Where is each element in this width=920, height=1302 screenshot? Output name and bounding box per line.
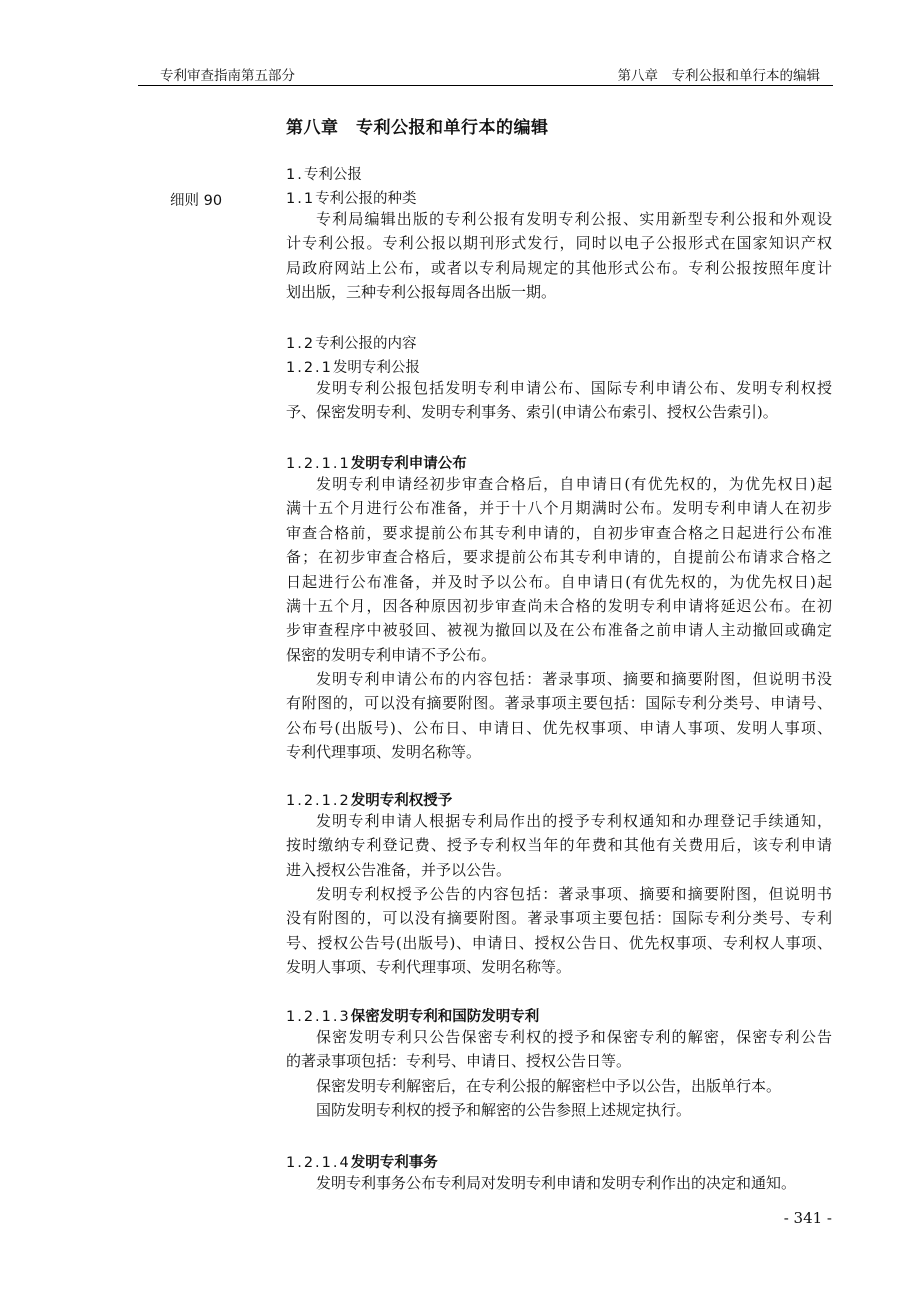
heading-text: 发明专利事务 — [350, 1155, 438, 1171]
text-line: 予、保密发明专利、发明专利事务、索引(申请公布索引、授权公告索引)。 — [286, 403, 778, 422]
heading-number: 1.2.1.1 — [286, 456, 351, 472]
heading-number: 1.2.1.4 — [286, 1155, 351, 1171]
heading-1-1 — [286, 187, 417, 208]
text-line: 的著录事项包括：专利号、申请日、授权公告日等。 — [286, 1052, 632, 1071]
heading-1-2-1-4 — [286, 1151, 438, 1172]
heading-text: 发明专利公报 — [332, 360, 420, 376]
text-line: 局政府网站上公布，或者以专利局规定的其他形式公布。专利公报按照年度计 — [286, 258, 832, 277]
text-line: 按时缴纳专利登记费、授予专利权当年的年费和其他有关费用后，该专利申请 — [286, 836, 832, 855]
text-line: 保密的发明专利申请不予公布。 — [286, 645, 497, 664]
heading-1-2-1-3 — [286, 1005, 539, 1026]
text-line: 备；在初步审查合格后，要求提前公布其专利申请的，自提前公布请求合格之 — [286, 548, 832, 567]
paragraph-1-2-1-4 — [286, 1171, 832, 1195]
heading-number: 1.2.1.3 — [286, 1009, 351, 1025]
text-line: 公布号(出版号)、公布日、申请日、优先权事项、申请人事项、发明人事项、 — [286, 718, 832, 737]
heading-number: 1.2.1 — [286, 360, 333, 376]
heading-1-2-1-1 — [286, 452, 467, 473]
text-line: 专利代理事项、发明名称等。 — [286, 743, 482, 762]
paragraph-1-2-1-2-a — [286, 809, 832, 882]
text-line: 满十五个月，因各种原因初步审查尚未合格的发明专利申请将延迟公布。在初 — [286, 596, 832, 615]
heading-1-2-1 — [286, 356, 420, 377]
heading-number: 1.2 — [286, 336, 316, 352]
running-header-left: 专利审查指南第五部分 — [160, 68, 295, 84]
text-line: 发明专利公报包括发明专利申请公布、国际专利申请公布、发明专利权授 — [316, 379, 832, 397]
paragraph-1-1 — [286, 207, 832, 305]
header-rule — [138, 85, 833, 86]
text-line: 发明专利申请经初步审查合格后，自申请日(有优先权的，为优先权日)起 — [316, 475, 832, 493]
heading-number: 1. — [286, 167, 304, 183]
text-line: 没有附图的，可以没有摘要附图。著录事项主要包括：国际专利分类号、专利 — [286, 909, 832, 928]
heading-text: 发明专利权授予 — [350, 793, 453, 809]
paragraph-1-2-1-1-b — [286, 667, 832, 765]
text-line: 发明专利申请公布的内容包括：著录事项、摘要和摘要附图，但说明书没 — [316, 670, 832, 688]
heading-text: 发明专利申请公布 — [350, 456, 467, 472]
paragraph-1-2-1-2-b — [286, 882, 832, 980]
text-line: 发明专利事务公布专利局对发明专利申请和发明专利作出的决定和通知。 — [316, 1174, 797, 1192]
text-line: 发明人事项、专利代理事项、发明名称等。 — [286, 958, 572, 977]
text-line: 日起进行公布准备，并及时予以公布。自申请日(有优先权的，为优先权日)起 — [286, 572, 832, 591]
paragraph-1-2-1-1-a — [286, 472, 832, 667]
running-header-right: 第八章 专利公报和单行本的编辑 — [617, 68, 820, 84]
heading-number: 1.1 — [286, 191, 316, 207]
heading-text: 专利公报的内容 — [315, 336, 417, 352]
text-line: 发明专利申请人根据专利局作出的授予专利权通知和办理登记手续通知， — [316, 812, 832, 830]
page-number: - 341 - — [783, 1209, 832, 1227]
text-line: 审查合格前，要求提前公布其专利申请的，自初步审查合格之日起进行公布准 — [286, 523, 832, 542]
heading-text: 专利公报 — [303, 167, 362, 183]
margin-note: 细则 90 — [170, 193, 223, 209]
heading-1-2-1-2 — [286, 789, 452, 810]
text-line: 有附图的，可以没有摘要附图。著录事项主要包括：国际专利分类号、申请号、 — [286, 694, 832, 713]
paragraph-1-2-1-3 — [286, 1025, 832, 1123]
text-line: 发明专利权授予公告的内容包括：著录事项、摘要和摘要附图，但说明书 — [316, 885, 832, 903]
text-line: 进入授权公告准备，并予以公告。 — [286, 860, 512, 879]
heading-1 — [286, 163, 362, 184]
heading-text: 专利公报的种类 — [315, 191, 417, 207]
chapter-title: 第八章 专利公报和单行本的编辑 — [286, 118, 549, 138]
text-line: 满十五个月进行公布准备，并于十八个月期满时公布。发明专利申请人在初步 — [286, 499, 832, 518]
text-line: 步审查程序中被驳回、被视为撤回以及在公布准备之前申请人主动撤回或确定 — [286, 621, 832, 640]
heading-1-2 — [286, 332, 417, 353]
heading-number: 1.2.1.2 — [286, 793, 351, 809]
text-line: 号、授权公告号(出版号)、申请日、授权公告日、优先权事项、专利权人事项、 — [286, 933, 832, 952]
text-line: 保密发明专利解密后，在专利公报的解密栏中予以公告，出版单行本。 — [316, 1076, 782, 1095]
text-line: 计专利公报。专利公报以期刊形式发行，同时以电子公报形式在国家知识产权 — [286, 234, 832, 253]
text-line: 国防发明专利权的授予和解密的公告参照上述规定执行。 — [316, 1101, 692, 1120]
heading-text: 保密发明专利和国防发明专利 — [350, 1009, 540, 1025]
text-line: 保密发明专利只公告保密专利权的授予和保密专利的解密，保密专利公告 — [316, 1028, 832, 1046]
text-line: 划出版，三种专利公报每周各出版一期。 — [286, 283, 557, 302]
text-line: 专利局编辑出版的专利公报有发明专利公报、实用新型专利公报和外观设 — [316, 210, 832, 228]
paragraph-1-2-1 — [286, 376, 832, 425]
